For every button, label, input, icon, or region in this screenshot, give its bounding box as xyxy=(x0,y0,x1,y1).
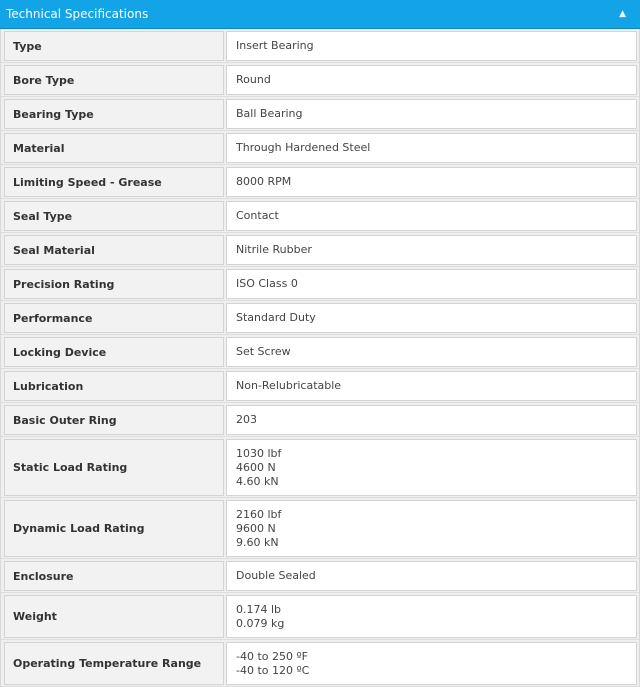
spec-value-line: 8000 RPM xyxy=(236,175,292,188)
spec-value xyxy=(226,439,637,496)
spec-row xyxy=(1,301,639,335)
spec-label: Basic Outer Ring xyxy=(4,405,224,435)
spec-row xyxy=(1,437,639,498)
chevron-up-icon[interactable]: ▲ xyxy=(619,9,626,19)
spec-row xyxy=(1,233,639,267)
spec-value-line: 203 xyxy=(236,413,257,426)
spec-value-lines xyxy=(236,413,257,427)
spec-row xyxy=(1,199,639,233)
spec-row xyxy=(1,593,639,640)
spec-label: Performance xyxy=(4,303,224,333)
spec-label: Bore Type xyxy=(4,65,224,95)
spec-label: Operating Temperature Range xyxy=(4,642,224,685)
spec-value-line: 9.60 kN xyxy=(236,535,279,549)
specs-header[interactable] xyxy=(0,0,640,29)
spec-value xyxy=(226,201,637,231)
spec-row xyxy=(1,335,639,369)
spec-row xyxy=(1,369,639,403)
spec-value-line: Ball Bearing xyxy=(236,107,303,120)
spec-value xyxy=(226,642,637,685)
spec-label: Weight xyxy=(4,595,224,638)
spec-value-line: Non-Relubricatable xyxy=(236,379,342,392)
spec-value-lines xyxy=(236,447,281,489)
spec-value-line: 0.079 kg xyxy=(236,616,285,630)
spec-value-lines xyxy=(236,141,370,155)
spec-value xyxy=(226,405,637,435)
spec-value-line: 4.60 kN xyxy=(236,474,279,488)
spec-row xyxy=(1,165,639,199)
spec-value xyxy=(226,561,637,591)
spec-label: Locking Device xyxy=(4,337,224,367)
specs-table xyxy=(0,29,640,687)
spec-label: Seal Material xyxy=(4,235,224,265)
spec-value-line: -40 to 120 ºC xyxy=(236,663,310,677)
spec-value xyxy=(226,31,637,61)
spec-value-line: ISO Class 0 xyxy=(236,277,298,290)
spec-label: Bearing Type xyxy=(4,99,224,129)
spec-value-lines xyxy=(236,311,316,325)
spec-label: Dynamic Load Rating xyxy=(4,500,224,557)
spec-value-lines xyxy=(236,603,284,631)
spec-value-line: Insert Bearing xyxy=(236,39,314,52)
spec-value-line: -40 to 250 ºF xyxy=(236,649,309,663)
spec-value xyxy=(226,500,637,557)
spec-value-lines xyxy=(236,107,302,121)
spec-label: Material xyxy=(4,133,224,163)
spec-value-line: Standard Duty xyxy=(236,311,316,324)
spec-value xyxy=(226,595,637,638)
spec-value-lines xyxy=(236,508,281,550)
spec-label: Static Load Rating xyxy=(4,439,224,496)
spec-value xyxy=(226,235,637,265)
spec-label: Seal Type xyxy=(4,201,224,231)
spec-value-lines xyxy=(236,39,314,53)
spec-value-line: Nitrile Rubber xyxy=(236,243,312,256)
spec-label: Type xyxy=(4,31,224,61)
spec-label: Lubrication xyxy=(4,371,224,401)
spec-value-lines xyxy=(236,345,291,359)
spec-value-lines xyxy=(236,650,309,678)
spec-value xyxy=(226,65,637,95)
specs-title: Technical Specifications xyxy=(6,7,149,21)
spec-row xyxy=(1,267,639,301)
spec-row xyxy=(1,559,639,593)
spec-value-line: Through Hardened Steel xyxy=(236,141,371,154)
spec-value-lines xyxy=(236,73,271,87)
spec-value-lines xyxy=(236,209,279,223)
spec-value xyxy=(226,303,637,333)
spec-value-line: Contact xyxy=(236,209,279,222)
spec-label: Precision Rating xyxy=(4,269,224,299)
spec-row xyxy=(1,403,639,437)
spec-value-lines xyxy=(236,569,316,583)
spec-value-line: Round xyxy=(236,73,271,86)
spec-value xyxy=(226,99,637,129)
spec-value-line: Double Sealed xyxy=(236,569,316,582)
spec-value-lines xyxy=(236,243,312,257)
spec-value xyxy=(226,337,637,367)
spec-value-line: 4600 N xyxy=(236,460,276,474)
spec-value-lines xyxy=(236,379,341,393)
spec-label: Enclosure xyxy=(4,561,224,591)
spec-value-lines xyxy=(236,277,298,291)
spec-value xyxy=(226,133,637,163)
spec-value-line: 9600 N xyxy=(236,521,276,535)
spec-value-line: Set Screw xyxy=(236,345,291,358)
spec-row xyxy=(1,131,639,165)
spec-row xyxy=(1,97,639,131)
spec-value-line: 0.174 lb xyxy=(236,602,282,616)
spec-value xyxy=(226,167,637,197)
spec-row xyxy=(1,29,639,63)
spec-value-line: 1030 lbf xyxy=(236,446,282,460)
spec-label: Limiting Speed - Grease xyxy=(4,167,224,197)
spec-value-line: 2160 lbf xyxy=(236,507,282,521)
spec-row xyxy=(1,63,639,97)
spec-row xyxy=(1,498,639,559)
spec-value xyxy=(226,269,637,299)
spec-value xyxy=(226,371,637,401)
spec-value-lines xyxy=(236,175,291,189)
